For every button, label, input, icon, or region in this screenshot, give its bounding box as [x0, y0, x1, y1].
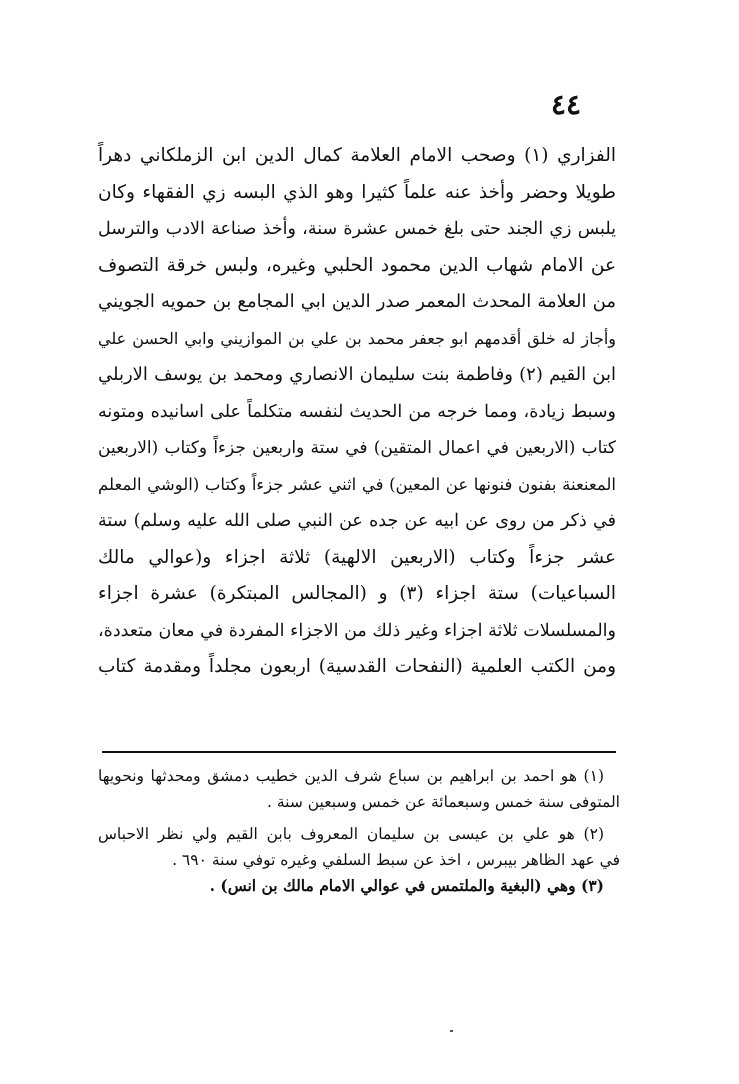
footnote-3: (٣) وهي (البغية والملتمس في عوالي الامام مالك بن انس) .: [209, 876, 604, 895]
body-line: وسبط زيادة، ومما خرجه من الحديث لنفسه متكلماً على اسانيده ومتونه: [98, 401, 616, 422]
footnote-1-continuation: المتوفى سنة خمس وسبعمائة عن خمس وسبعين سنة .: [267, 793, 620, 811]
body-line: المعنعنة بفنون فنونها عن المعين) في اثني عشر جزءاً وكتاب (الوشي المعلم: [98, 474, 616, 494]
body-line: ومن الكتب العلمية (النفحات القدسية) اربعون مجلداً ومقدمة كتاب: [98, 656, 616, 677]
body-line: يلبس زي الجند حتى بلغ خمس عشرة سنة، وأخذ صناعة الادب والترسل: [98, 219, 616, 239]
footnote-separator: [102, 751, 616, 753]
body-line: عشر جزءاً وكتاب (الاربعين الالهية) ثلاثة اجزاء و(عوالي مالك: [98, 546, 616, 568]
footnote-1: (١) هو احمد بن ابراهيم بن سباع شرف الدين خطيب دمشق ومحدثها ونحويها: [98, 767, 604, 785]
body-line: والمسلسلات ثلاثة اجزاء وغير ذلك من الاجزاء المفردة في معان متعددة،: [98, 620, 616, 641]
body-line: وأجاز له خلق أقدمهم ابو جعفر محمد بن علي بن الموازيني وابي الحسن علي: [98, 328, 616, 348]
body-line: ابن القيم (٢) وفاطمة بنت سليمان الانصاري ومحمد بن يوسف الاربلي: [98, 364, 616, 385]
body-line: طويلا وحضر وأخذ عنه علماً كثيرا وهو الذي البسه زي الفقهاء وكان: [98, 181, 616, 203]
footnotes: [98, 763, 620, 899]
body-line: الفزاري (١) وصحب الامام العلامة كمال الدين ابن الزملكاني دهراً: [98, 145, 616, 166]
body-line: كتاب (الاربعين في اعمال المتقين) في ستة واربعين جزءاً وكتاب (الاربعين: [98, 438, 616, 458]
footnote-2: (٢) هو علي بن عيسى بن سليمان المعروف بابن القيم ولي نظر الاحباس: [98, 825, 604, 843]
body-line: عن الامام شهاب الدين محمود الحلبي وغيره، ولبس خرقة التصوف: [98, 254, 616, 276]
body-line: السباعيات) ستة اجزاء (٣) و (المجالس المبتكرة) عشرة اجزاء: [98, 583, 616, 604]
body-text: [98, 138, 616, 686]
page-number: ٤٤: [550, 88, 582, 121]
body-line: من العلامة المحدث المعمر صدر الدين ابي المجامع بن حمويه الجويني: [98, 291, 616, 312]
print-speck: [450, 1030, 453, 1032]
body-line: في ذكر من روى عن ابيه عن جده عن النبي صلى الله عليه وسلم) ستة: [98, 511, 616, 531]
footnote-2-continuation: في عهد الظاهر بيبرس ، اخذ عن سبط السلفي وغيره توفي سنة ٦٩٠ .: [172, 851, 620, 869]
